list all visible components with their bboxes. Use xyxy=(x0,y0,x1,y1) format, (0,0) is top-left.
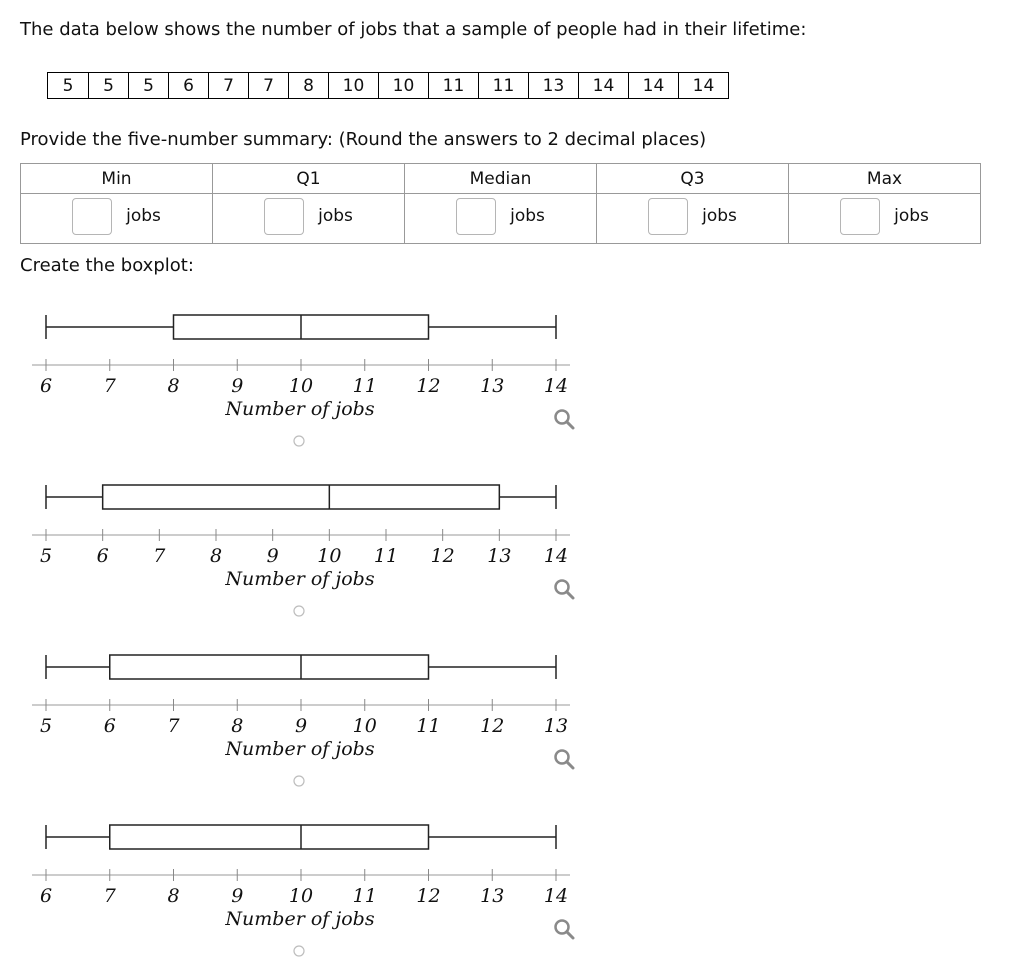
unit-label: jobs xyxy=(894,206,929,226)
tick-label: 7 xyxy=(103,375,116,397)
data-value-cell: 10 xyxy=(378,73,428,98)
data-value-cell: 11 xyxy=(478,73,528,98)
tick-label: 5 xyxy=(39,545,53,567)
tick-label: 8 xyxy=(167,375,180,397)
min-cell xyxy=(21,194,213,244)
tick-label: 13 xyxy=(487,545,512,567)
tick-label: 10 xyxy=(288,375,314,397)
min-input[interactable] xyxy=(72,198,112,235)
data-value-cell: 8 xyxy=(288,73,328,98)
iqr-box xyxy=(103,485,500,509)
radio-button-icon[interactable] xyxy=(294,606,304,616)
tick-label: 9 xyxy=(294,715,308,737)
data-value-cell: 13 xyxy=(528,73,578,98)
q1-cell xyxy=(213,194,405,244)
header-q3: Q3 xyxy=(597,164,789,194)
unit-label: jobs xyxy=(126,206,161,226)
header-min: Min xyxy=(21,164,213,194)
tick-label: 13 xyxy=(480,375,505,397)
question-intro: The data below shows the number of jobs that a sample of people had in their lifetime: xyxy=(20,19,807,40)
data-value-cell: 14 xyxy=(628,73,678,98)
tick-label: 11 xyxy=(352,885,377,907)
data-value-cell: 7 xyxy=(208,73,248,98)
median-cell xyxy=(405,194,597,244)
boxplot-chart-3 xyxy=(0,635,1024,805)
tick-label: 10 xyxy=(352,715,377,737)
tick-label: 10 xyxy=(317,545,342,567)
tick-label: 6 xyxy=(39,375,53,397)
tick-label: 7 xyxy=(167,715,180,737)
boxplot-option-2[interactable] xyxy=(0,465,1024,635)
header-max: Max xyxy=(789,164,981,194)
radio-button-icon[interactable] xyxy=(294,776,304,786)
max-cell xyxy=(789,194,981,244)
axis-title: Number of jobs xyxy=(225,568,375,590)
unit-label: jobs xyxy=(702,206,737,226)
tick-label: 8 xyxy=(167,885,180,907)
unit-label: jobs xyxy=(510,206,545,226)
boxplot-chart-4 xyxy=(0,805,1024,975)
five-number-summary-table xyxy=(20,163,981,244)
tick-label: 5 xyxy=(39,715,53,737)
tick-label: 8 xyxy=(209,545,223,567)
tick-label: 12 xyxy=(480,715,505,737)
tick-label: 14 xyxy=(543,545,569,567)
boxplot-chart-1 xyxy=(0,295,1024,465)
q3-cell xyxy=(597,194,789,244)
summary-prompt: Provide the five-number summary: (Round the answers to 2 decimal places) xyxy=(20,129,707,150)
tick-label: 9 xyxy=(231,885,244,907)
tick-label: 7 xyxy=(153,545,166,567)
header-median: Median xyxy=(405,164,597,194)
header-q1: Q1 xyxy=(213,164,405,194)
data-value-cell: 5 xyxy=(62,75,74,96)
boxplot-option-3[interactable] xyxy=(0,635,1024,805)
tick-label: 11 xyxy=(416,715,441,737)
tick-label: 12 xyxy=(416,885,441,907)
median-input[interactable] xyxy=(456,198,496,235)
tick-label: 7 xyxy=(103,885,116,907)
tick-label: 9 xyxy=(266,545,279,567)
iqr-box xyxy=(110,655,429,679)
boxplot-prompt: Create the boxplot: xyxy=(20,255,194,276)
boxplot-option-1[interactable] xyxy=(0,295,1024,465)
magnifier-icon[interactable] xyxy=(556,921,574,939)
unit-label: jobs xyxy=(318,206,353,226)
data-value-cell: 11 xyxy=(428,73,478,98)
tick-label: 6 xyxy=(39,885,53,907)
axis-title: Number of jobs xyxy=(225,908,375,930)
data-value-cell: 5 xyxy=(128,73,168,98)
boxplot-option-4[interactable] xyxy=(0,805,1024,975)
data-value-cell: 14 xyxy=(678,73,728,98)
radio-button-icon[interactable] xyxy=(294,946,304,956)
tick-label: 6 xyxy=(103,715,116,737)
q3-input[interactable] xyxy=(648,198,688,235)
data-value-cell: 14 xyxy=(578,73,628,98)
magnifier-icon[interactable] xyxy=(556,411,574,429)
tick-label: 14 xyxy=(543,375,569,397)
tick-label: 13 xyxy=(480,885,505,907)
tick-label: 10 xyxy=(288,885,314,907)
axis-title: Number of jobs xyxy=(225,738,375,760)
magnifier-icon[interactable] xyxy=(556,751,574,769)
axis-title: Number of jobs xyxy=(225,398,375,420)
tick-label: 6 xyxy=(96,545,109,567)
tick-label: 12 xyxy=(416,375,441,397)
data-value-cell: 5 xyxy=(88,73,128,98)
iqr-box xyxy=(110,825,429,849)
boxplot-chart-2 xyxy=(0,465,1024,635)
data-table xyxy=(47,72,729,99)
data-value-cell: 10 xyxy=(328,73,378,98)
max-input[interactable] xyxy=(840,198,880,235)
tick-label: 14 xyxy=(543,885,569,907)
tick-label: 11 xyxy=(352,375,377,397)
data-value-cell: 6 xyxy=(168,73,208,98)
tick-label: 12 xyxy=(430,545,455,567)
tick-label: 13 xyxy=(543,715,569,737)
q1-input[interactable] xyxy=(264,198,304,235)
tick-label: 8 xyxy=(231,715,244,737)
radio-button-icon[interactable] xyxy=(294,436,304,446)
data-value-cell: 7 xyxy=(248,73,288,98)
magnifier-icon[interactable] xyxy=(556,581,574,599)
tick-label: 9 xyxy=(231,375,244,397)
tick-label: 11 xyxy=(373,545,399,567)
